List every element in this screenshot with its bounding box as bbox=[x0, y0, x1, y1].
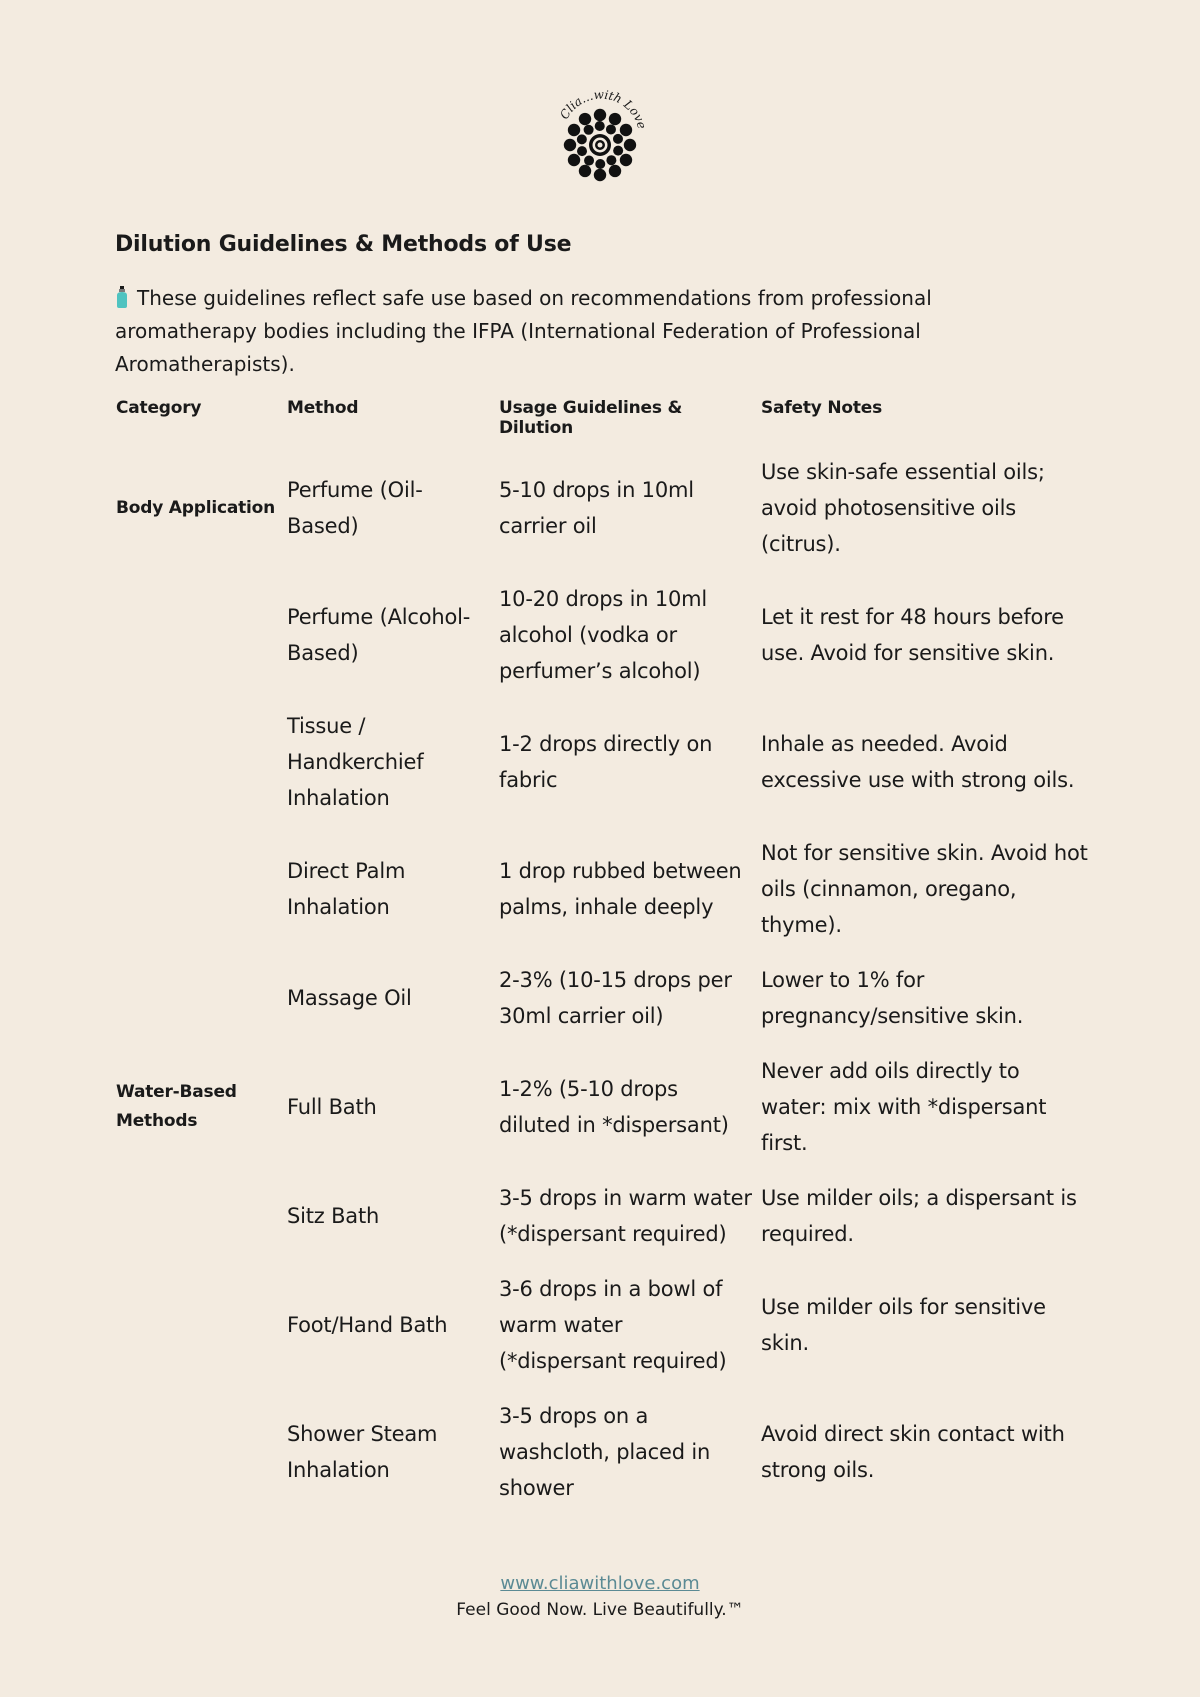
method-cell: Tissue / Handkerchief Inhalation bbox=[287, 714, 424, 810]
category-cell bbox=[112, 702, 283, 829]
category-cell: Body Application bbox=[116, 497, 276, 518]
safety-cell: Lower to 1% for pregnancy/sensitive skin. bbox=[761, 968, 1024, 1028]
safety-cell: Use milder oils; a dispersant is required. bbox=[761, 1186, 1077, 1246]
category-cell bbox=[112, 1174, 283, 1265]
method-cell: Foot/Hand Bath bbox=[287, 1313, 448, 1337]
usage-cell: 3-6 drops in a bowl of warm water (*dispersant required) bbox=[499, 1277, 727, 1373]
category-cell: Water-Based Methods bbox=[116, 1082, 237, 1131]
method-cell: Perfume (Oil-Based) bbox=[287, 478, 423, 538]
page-title: Dilution Guidelines & Methods of Use bbox=[115, 232, 572, 257]
table-header-row bbox=[112, 392, 1092, 448]
safety-cell: Never add oils directly to water: mix with *dispersant first. bbox=[761, 1059, 1047, 1155]
method-cell: Direct Palm Inhalation bbox=[287, 859, 406, 919]
table-row bbox=[112, 956, 1092, 1047]
category-cell bbox=[112, 829, 283, 956]
category-cell bbox=[112, 956, 283, 1047]
method-cell: Massage Oil bbox=[287, 986, 412, 1010]
usage-cell: 1-2% (5-10 drops diluted in *dispersant) bbox=[499, 1077, 729, 1137]
dilution-table bbox=[112, 392, 1092, 1519]
method-cell: Shower Steam Inhalation bbox=[287, 1422, 438, 1482]
usage-cell: 1 drop rubbed between palms, inhale deeply bbox=[499, 859, 742, 919]
tagline: Feel Good Now. Live Beautifully.™ bbox=[456, 1600, 744, 1620]
category-cell bbox=[112, 1265, 283, 1392]
header-category: Category bbox=[116, 398, 202, 418]
method-cell: Perfume (Alcohol-Based) bbox=[287, 605, 471, 665]
table-row bbox=[112, 448, 1092, 575]
usage-cell: 1-2 drops directly on fabric bbox=[499, 732, 713, 792]
header-method: Method bbox=[287, 398, 359, 418]
usage-cell: 5-10 drops in 10ml carrier oil bbox=[499, 478, 694, 538]
usage-cell: 10-20 drops in 10ml alcohol (vodka or perfumer’s alcohol) bbox=[499, 587, 708, 683]
safety-cell: Avoid direct skin contact with strong oils. bbox=[761, 1422, 1065, 1482]
header-usage: Usage Guidelines & Dilution bbox=[499, 398, 683, 438]
website-link[interactable]: www.cliawithlove.com bbox=[500, 1573, 700, 1594]
bottle-icon bbox=[115, 286, 129, 308]
method-cell: Full Bath bbox=[287, 1095, 377, 1119]
brand-logo bbox=[546, 88, 654, 188]
intro-paragraph bbox=[115, 282, 995, 381]
safety-cell: Use milder oils for sensitive skin. bbox=[761, 1295, 1046, 1355]
safety-cell: Use skin-safe essential oils; avoid photosensitive oils (citrus). bbox=[761, 460, 1045, 556]
usage-cell: 2-3% (10-15 drops per 30ml carrier oil) bbox=[499, 968, 732, 1028]
table-row bbox=[112, 575, 1092, 702]
table-row bbox=[112, 1047, 1092, 1174]
table-row bbox=[112, 702, 1092, 829]
flower-logo-icon bbox=[546, 88, 654, 188]
intro-text: These guidelines reflect safe use based on recommendations from professional aromatherapy bodies including the IFPA (International Federation of Professional Aromatherapists). bbox=[115, 286, 932, 376]
footer bbox=[0, 1573, 1200, 1620]
safety-cell: Not for sensitive skin. Avoid hot oils (cinnamon, oregano, thyme). bbox=[761, 841, 1088, 937]
category-cell bbox=[112, 1392, 283, 1519]
category-cell bbox=[112, 575, 283, 702]
safety-cell: Inhale as needed. Avoid excessive use with strong oils. bbox=[761, 732, 1075, 792]
header-safety: Safety Notes bbox=[761, 398, 883, 418]
safety-cell: Let it rest for 48 hours before use. Avoid for sensitive skin. bbox=[761, 605, 1064, 665]
table-row bbox=[112, 1392, 1092, 1519]
usage-cell: 3-5 drops in warm water (*dispersant required) bbox=[499, 1186, 752, 1246]
table-row bbox=[112, 829, 1092, 956]
table-row bbox=[112, 1174, 1092, 1265]
svg-text:Clia...with Love: Clia...with Love bbox=[557, 88, 650, 131]
table-row bbox=[112, 1265, 1092, 1392]
usage-cell: 3-5 drops on a washcloth, placed in shower bbox=[499, 1404, 711, 1500]
method-cell: Sitz Bath bbox=[287, 1204, 380, 1228]
